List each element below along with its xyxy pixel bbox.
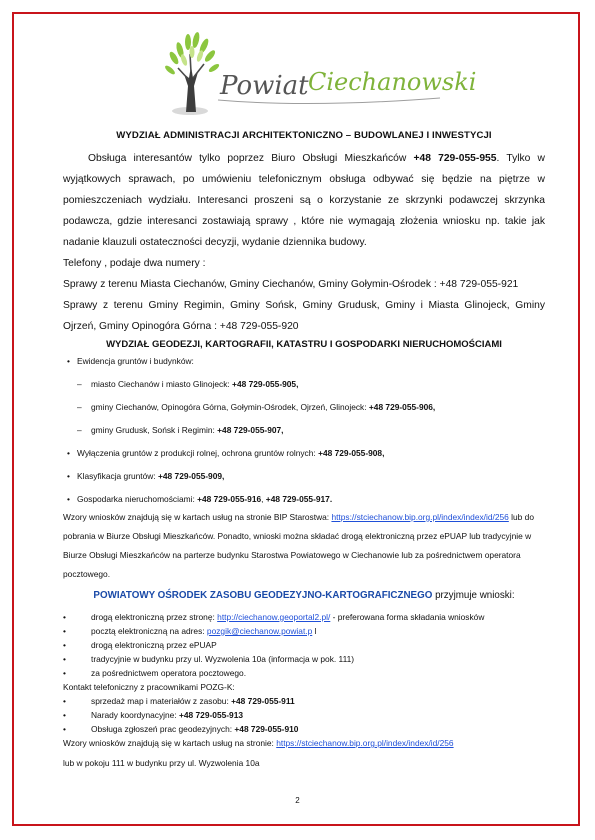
section2-forms: Wzory wniosków znajdują się w kartach usług na stronie BIP Starostwa: https://stciechanow.bip.org.pl/index/index/id/256 lub do pobrania w Biurze Obsługi Mieszkańców. Ponadto, wnioski można składać drogą elektroniczną przez ePUAP lub tradycyjnie w Biurze Obsługi Mieszkańców na parterze budynku Starostwa Powiatowego w Ciechanowie lub za pośrednictwem operatora pocztowego.	[63, 512, 534, 579]
bullet-icon: •	[63, 724, 66, 734]
brand-name-part1: Powiat	[220, 71, 309, 101]
bullet-icon: •	[63, 612, 66, 622]
section3-contact: Kontakt telefoniczny z pracownikami POZG-K:	[63, 682, 235, 692]
section2-title: WYDZIAŁ GEODEZJI, KARTOGRAFII, KATASTRU I GOSPODARKI NIERUCHOMOŚCIAMI	[106, 339, 502, 350]
bullet-icon: •	[67, 494, 70, 504]
section3-forms: Wzory wniosków znajdują się w kartach usług na stronie: https://stciechanow.bip.org.pl/index/index/id/256	[63, 738, 454, 748]
page-number: 2	[295, 796, 300, 805]
list-item: – gminy Ciechanów, Opinogóra Górna, Gołymin-Ośrodek, Ojrzeń, Glinojeck: +48 729-055-906,	[77, 402, 436, 412]
list-item: – gminy Grudusk, Sońsk i Regimin: +48 729-055-907,	[77, 425, 284, 435]
tree-icon	[164, 32, 221, 115]
bullet-icon: •	[63, 710, 66, 720]
bullet-icon: •	[67, 448, 70, 458]
bullet-icon: •	[63, 654, 66, 664]
bip-link-2[interactable]: https://stciechanow.bip.org.pl/index/index/id/256	[276, 738, 454, 748]
bullet-icon: •	[63, 626, 66, 636]
section3-title-line: POWIATOWY OŚRODEK ZASOBU GEODEZYJNO-KARTOGRAFICZNEGO przyjmuje wnioski:	[93, 590, 515, 601]
brand-name-part2: Ciechanowski	[308, 68, 477, 96]
list-item: • tradycyjnie w budynku przy ul. Wyzwolenia 10a (informacja w pok. 111)	[63, 654, 355, 664]
bom-phone: +48 729-055-955	[413, 153, 497, 164]
geoportal-link[interactable]: http://ciechanow.geoportal2.pl/	[217, 612, 331, 622]
list-item: • Ewidencja gruntów i budynków:	[67, 356, 194, 366]
list-item: • sprzedaż map i materiałów z zasobu: +48 729-055-911	[63, 696, 295, 706]
list-item: • pocztą elektroniczną na adres: pozgik@ciechanow.powiat.p l	[63, 626, 317, 636]
section3-contact-list	[63, 694, 545, 736]
section1-paragraph3: Sprawy z terenu Miasta Ciechanów, Gminy Ciechanów, Gminy Gołymin-Ośrodek : +48 729-055-921	[63, 279, 519, 290]
section3-list	[63, 610, 545, 680]
bip-link[interactable]: https://stciechanow.bip.org.pl/index/index/id/256	[331, 512, 509, 522]
section1-paragraph2: Telefony , podaje dwa numery :	[63, 258, 206, 269]
email-link[interactable]: pozgik@ciechanow.powiat.p	[206, 626, 313, 636]
list-item: • za pośrednictwem operatora pocztowego.	[63, 668, 247, 678]
section2-list	[63, 356, 545, 366]
dash-icon: –	[77, 379, 82, 389]
list-item: • drogą elektroniczną przez ePUAP	[63, 640, 217, 650]
bullet-icon: •	[67, 356, 70, 366]
list-item: – miasto Ciechanów i miasto Glinojeck: +48 729-055-905,	[77, 379, 299, 389]
section3-title: POWIATOWY OŚRODEK ZASOBU GEODEZYJNO-KARTOGRAFICZNEGO	[93, 590, 433, 601]
section1-title: WYDZIAŁ ADMINISTRACJI ARCHITEKTONICZNO – BUDOWLANEJ I INWESTYCJI	[116, 130, 492, 141]
document-body	[63, 130, 545, 776]
list-item: • Wyłączenia gruntów z produkcji rolnej, ochrona gruntów rolnych: +48 729-055-908,	[67, 448, 385, 458]
bullet-icon: •	[63, 640, 66, 650]
logo-powiat-ciechanowski	[160, 28, 477, 120]
list-item: • Narady koordynacyjne: +48 729-055-913	[63, 710, 244, 720]
list-item: • Klasyfikacja gruntów: +48 729-055-909,	[67, 471, 225, 481]
list-item: • Gospodarka nieruchomościami: +48 729-055-916, +48 729-055-917.	[67, 494, 333, 504]
dash-icon: –	[77, 402, 82, 412]
bullet-icon: •	[63, 696, 66, 706]
bullet-icon: •	[67, 471, 70, 481]
section2-list-cont	[63, 448, 545, 504]
list-item: • Obsługa zgłoszeń prac geodezyjnych: +48 729-055-910	[63, 724, 299, 734]
section1-paragraph1: Obsługa interesantów tylko poprzez Biuro Obsługi Mieszkańców +48 729-055-955. Tylko w wyjątkowych sprawach, po umówieniu telefonicznym obsługa odbywać się będzie na piętrze w pomieszczeniach wydziału. Interesanci proszeni są o korzystanie ze skrzynki podawczej skrzynka podawcza, gdzie interesanci zostawiają sprawy , które nie wymagają złożenia wniosku np. takie jak nadanie klauzuli ostateczności decyzji, wydanie dziennika budowy.	[63, 153, 545, 248]
section1-paragraph4: Sprawy z terenu Gminy Regimin, Gminy Sońsk, Gminy Grudusk, Gminy i Miasta Glinojeck, Gminy Ojrzeń, Gminy Opinogóra Górna : +48 729-055-920	[63, 300, 545, 332]
section2-sublist	[63, 379, 545, 435]
list-item: • drogą elektroniczną przez stronę: http://ciechanow.geoportal2.pl/ - preferowana forma składania wniosków	[63, 612, 485, 622]
section3-forms-room: lub w pokoju 111 w budynku przy ul. Wyzwolenia 10a	[63, 758, 260, 768]
dash-icon: –	[77, 425, 82, 435]
bullet-icon: •	[63, 668, 66, 678]
